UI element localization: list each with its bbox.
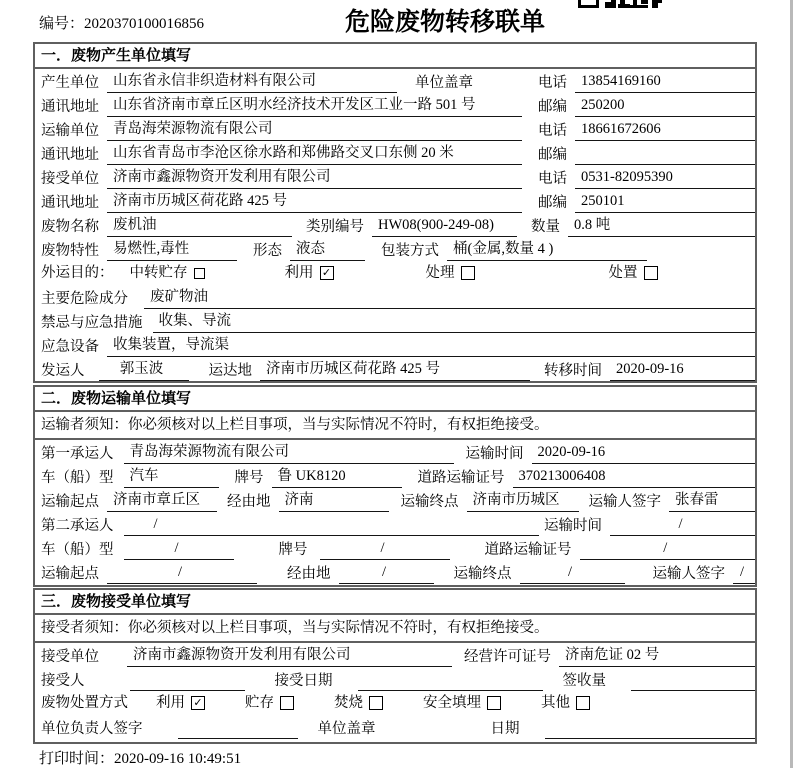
page-title: 危险废物转移联单 bbox=[345, 8, 546, 36]
disposal-use-label: 利用 bbox=[156, 695, 185, 711]
route1-start-value: 济南市章丘区 bbox=[107, 490, 217, 512]
section2-title: 二．废物运输单位填写 bbox=[35, 387, 755, 412]
purpose-transit-label: 中转贮存 bbox=[129, 265, 188, 281]
purpose-use-label: 利用 bbox=[284, 265, 314, 281]
row-route2 bbox=[35, 560, 755, 584]
producer-seal-label: 单位盖章 bbox=[415, 75, 473, 91]
responsible-sign-value bbox=[178, 737, 298, 739]
row-waste-property bbox=[35, 237, 755, 261]
purpose-dispose-checkbox bbox=[644, 266, 658, 280]
row-receiver bbox=[35, 165, 755, 189]
row-transfer-purpose bbox=[35, 261, 755, 285]
accept-person-label: 接受人 bbox=[41, 673, 85, 689]
carrier2-time-label: 运输时间 bbox=[544, 518, 602, 534]
route1-start-label: 运输起点 bbox=[41, 494, 99, 510]
producer-zip-value: 250200 bbox=[575, 95, 755, 117]
hazard-label: 主要危险成分 bbox=[41, 291, 128, 307]
row-accept-person bbox=[35, 667, 755, 691]
taboo-value: 收集、导流 bbox=[153, 311, 756, 333]
route1-sign-label: 运输人签字 bbox=[588, 494, 661, 510]
doc-number-label: 编号： bbox=[39, 16, 85, 32]
waste-prop-value: 易燃性,毒性 bbox=[107, 239, 237, 261]
row-vehicle2 bbox=[35, 536, 755, 560]
waste-qty-label: 数量 bbox=[531, 219, 560, 235]
accept-date-label: 接受日期 bbox=[274, 673, 333, 689]
row-producer bbox=[35, 69, 755, 93]
route2-end-value: / bbox=[520, 562, 625, 584]
vehicle1-plate-value: 鲁 UK8120 bbox=[272, 466, 402, 488]
row-carrier2 bbox=[35, 512, 755, 536]
transporter-value: 青岛海荣源物流有限公司 bbox=[107, 119, 522, 141]
carrier2-value: / bbox=[124, 514, 539, 536]
transfer-time-label: 转移时间 bbox=[544, 363, 602, 379]
vehicle1-label: 车（船）型 bbox=[41, 470, 114, 486]
section-transporter bbox=[33, 385, 757, 587]
equipment-value: 收集装置，导流渠 bbox=[107, 335, 755, 357]
carrier1-time-label: 运输时间 bbox=[465, 446, 524, 462]
receiver-zip-value: 250101 bbox=[575, 191, 755, 213]
disposal-other-checkbox bbox=[576, 696, 590, 710]
license-label: 经营许可证号 bbox=[464, 649, 551, 665]
producer-zip-label: 邮编 bbox=[538, 99, 567, 115]
route2-sign-label: 运输人签字 bbox=[652, 566, 725, 582]
receiver-addr-value: 济南市历城区荷花路 425 号 bbox=[107, 191, 522, 213]
disposal-store-checkbox bbox=[280, 696, 294, 710]
qr-code-fragment-icon bbox=[578, 0, 662, 8]
responsible-sign-label: 单位负责人签字 bbox=[41, 721, 143, 737]
accept-date-value bbox=[358, 689, 543, 691]
license-value: 济南危证 02 号 bbox=[559, 645, 755, 667]
vehicle1-permit-label: 道路运输证号 bbox=[417, 470, 505, 486]
unit-seal-label: 单位盖章 bbox=[317, 721, 376, 737]
row-accept-unit bbox=[35, 643, 755, 667]
route1-end-label: 运输终点 bbox=[400, 494, 459, 510]
purpose-treat-checkbox bbox=[461, 266, 475, 280]
producer-addr-value: 山东省济南市章丘区明水经济技术开发区工业一路 501 号 bbox=[107, 95, 522, 117]
doc-number-value: 2020370100016856 bbox=[84, 16, 205, 32]
doc-number bbox=[39, 12, 204, 33]
disposal-landfill-checkbox bbox=[487, 696, 501, 710]
waste-cat-value: HW08(900-249-08) bbox=[372, 215, 517, 237]
row-taboo-measures bbox=[35, 309, 755, 333]
receiver-label: 接受单位 bbox=[41, 171, 99, 187]
transporter-zip-value bbox=[575, 163, 755, 165]
purpose-label: 外运目的： bbox=[41, 265, 114, 281]
row-waste-name bbox=[35, 213, 755, 237]
transporter-phone-value: 18661672606 bbox=[575, 119, 755, 141]
transporter-notice: 运输者须知：你必须核对以上栏目事项，当与实际情况不符时，有权拒绝接受。 bbox=[35, 412, 755, 440]
disposal-use-checkbox: ✓ bbox=[191, 696, 205, 710]
waste-name-value: 废机油 bbox=[107, 215, 292, 237]
section-receiver bbox=[33, 588, 757, 744]
producer-label: 产生单位 bbox=[41, 75, 99, 91]
receiver-phone-value: 0531-82095390 bbox=[575, 167, 755, 189]
disposal-label: 废物处置方式 bbox=[41, 695, 128, 711]
transporter-addr-value: 山东省青岛市李沧区徐水路和郑佛路交叉口东侧 20 米 bbox=[107, 143, 522, 165]
purpose-use-checkbox: ✓ bbox=[320, 266, 334, 280]
vehicle1-value: 汽车 bbox=[124, 466, 219, 488]
disposal-burn-checkbox bbox=[369, 696, 383, 710]
carrier2-label: 第二承运人 bbox=[41, 518, 114, 534]
sign-date-value bbox=[545, 737, 756, 739]
section1-title: 一．废物产生单位填写 bbox=[35, 44, 755, 69]
hazard-value: 废矿物油 bbox=[144, 287, 755, 309]
disposal-burn-label: 焚烧 bbox=[334, 695, 363, 711]
dispatcher-value: 郭玉波 bbox=[99, 359, 189, 381]
disposal-store-label: 贮存 bbox=[245, 695, 274, 711]
route2-via-label: 经由地 bbox=[287, 566, 331, 582]
receiver-value: 济南市鑫源物资开发利用有限公司 bbox=[107, 167, 522, 189]
row-emergency-equipment bbox=[35, 333, 755, 357]
row-hazard-component bbox=[35, 285, 755, 309]
purpose-treat-label: 处理 bbox=[425, 265, 455, 281]
equipment-label: 应急设备 bbox=[41, 339, 99, 355]
producer-addr-label: 通讯地址 bbox=[41, 99, 99, 115]
section-producer bbox=[33, 42, 757, 383]
route1-via-value: 济南 bbox=[279, 490, 389, 512]
carrier2-time-value: / bbox=[610, 514, 755, 536]
row-carrier1 bbox=[35, 440, 755, 464]
row-receiver-address bbox=[35, 189, 755, 213]
disposal-landfill-label: 安全填埋 bbox=[423, 695, 481, 711]
transporter-label: 运输单位 bbox=[41, 123, 99, 139]
row-responsible-sign bbox=[35, 715, 755, 739]
waste-qty-value: 0.8 吨 bbox=[568, 215, 755, 237]
purpose-transit-checkbox bbox=[194, 268, 205, 279]
row-producer-address bbox=[35, 93, 755, 117]
sign-date-label: 日期 bbox=[490, 721, 520, 737]
producer-value: 山东省永信非织造材料有限公司 bbox=[107, 71, 397, 93]
taboo-label: 禁忌与应急措施 bbox=[41, 315, 143, 331]
route2-via-value: / bbox=[339, 562, 434, 584]
accept-person-value bbox=[130, 689, 245, 691]
route1-end-value: 济南市历城区 bbox=[467, 490, 579, 512]
accept-unit-value: 济南市鑫源物资开发利用有限公司 bbox=[127, 645, 452, 667]
transporter-zip-label: 邮编 bbox=[538, 147, 567, 163]
waste-form-label: 形态 bbox=[253, 243, 282, 259]
row-transporter-address bbox=[35, 141, 755, 165]
disposal-other-label: 其他 bbox=[541, 695, 570, 711]
vehicle2-value: / bbox=[124, 538, 234, 560]
waste-name-label: 废物名称 bbox=[41, 219, 99, 235]
vehicle1-permit-value: 370213006408 bbox=[513, 466, 756, 488]
waste-pack-label: 包装方式 bbox=[381, 243, 439, 259]
vehicle2-label: 车（船）型 bbox=[41, 542, 114, 558]
route1-via-label: 经由地 bbox=[227, 494, 271, 510]
waste-prop-label: 废物特性 bbox=[41, 243, 99, 259]
receiver-addr-label: 通讯地址 bbox=[41, 195, 99, 211]
vehicle1-plate-label: 牌号 bbox=[234, 470, 264, 486]
carrier1-label: 第一承运人 bbox=[41, 446, 114, 462]
transporter-addr-label: 通讯地址 bbox=[41, 147, 99, 163]
vehicle2-permit-label: 道路运输证号 bbox=[484, 542, 572, 558]
transfer-time-value: 2020-09-16 bbox=[610, 359, 755, 381]
route2-start-label: 运输起点 bbox=[41, 566, 99, 582]
destination-label: 运达地 bbox=[208, 363, 252, 379]
waste-form-value: 液态 bbox=[290, 239, 365, 261]
signed-qty-label: 签收量 bbox=[562, 673, 606, 689]
row-transporter bbox=[35, 117, 755, 141]
route2-start-value: / bbox=[107, 562, 257, 584]
receiver-notice: 接受者须知：你必须核对以上栏目事项，当与实际情况不符时，有权拒绝接受。 bbox=[35, 615, 755, 643]
waste-cat-label: 类别编号 bbox=[306, 219, 364, 235]
route2-end-label: 运输终点 bbox=[453, 566, 512, 582]
destination-value: 济南市历城区荷花路 425 号 bbox=[260, 359, 530, 381]
carrier1-value: 青岛海荣源物流有限公司 bbox=[124, 442, 454, 464]
row-vehicle1 bbox=[35, 464, 755, 488]
route1-sign-value: 张春雷 bbox=[669, 490, 755, 512]
page-edge-line bbox=[790, 0, 793, 768]
purpose-dispose-label: 处置 bbox=[608, 265, 638, 281]
receiver-phone-label: 电话 bbox=[538, 171, 567, 187]
waste-pack-value: 桶(金属,数量 4 ) bbox=[447, 239, 647, 261]
dispatcher-label: 发运人 bbox=[41, 363, 85, 379]
row-route1 bbox=[35, 488, 755, 512]
accept-unit-label: 接受单位 bbox=[41, 649, 99, 665]
row-disposal-method bbox=[35, 691, 755, 715]
vehicle2-plate-label: 牌号 bbox=[278, 542, 308, 558]
signed-qty-value bbox=[631, 689, 755, 691]
producer-phone-label: 电话 bbox=[538, 75, 567, 91]
transporter-phone-label: 电话 bbox=[538, 123, 567, 139]
vehicle2-plate-value: / bbox=[320, 538, 450, 560]
row-dispatch bbox=[35, 357, 755, 381]
route2-sign-value: / bbox=[733, 562, 755, 584]
vehicle2-permit-value: / bbox=[580, 538, 756, 560]
print-time: 打印时间：2020-09-16 10:49:51 bbox=[39, 751, 242, 767]
section3-title: 三．废物接受单位填写 bbox=[35, 590, 755, 615]
carrier1-time-value: 2020-09-16 bbox=[532, 442, 756, 464]
producer-phone-value: 13854169160 bbox=[575, 71, 755, 93]
receiver-zip-label: 邮编 bbox=[538, 195, 567, 211]
